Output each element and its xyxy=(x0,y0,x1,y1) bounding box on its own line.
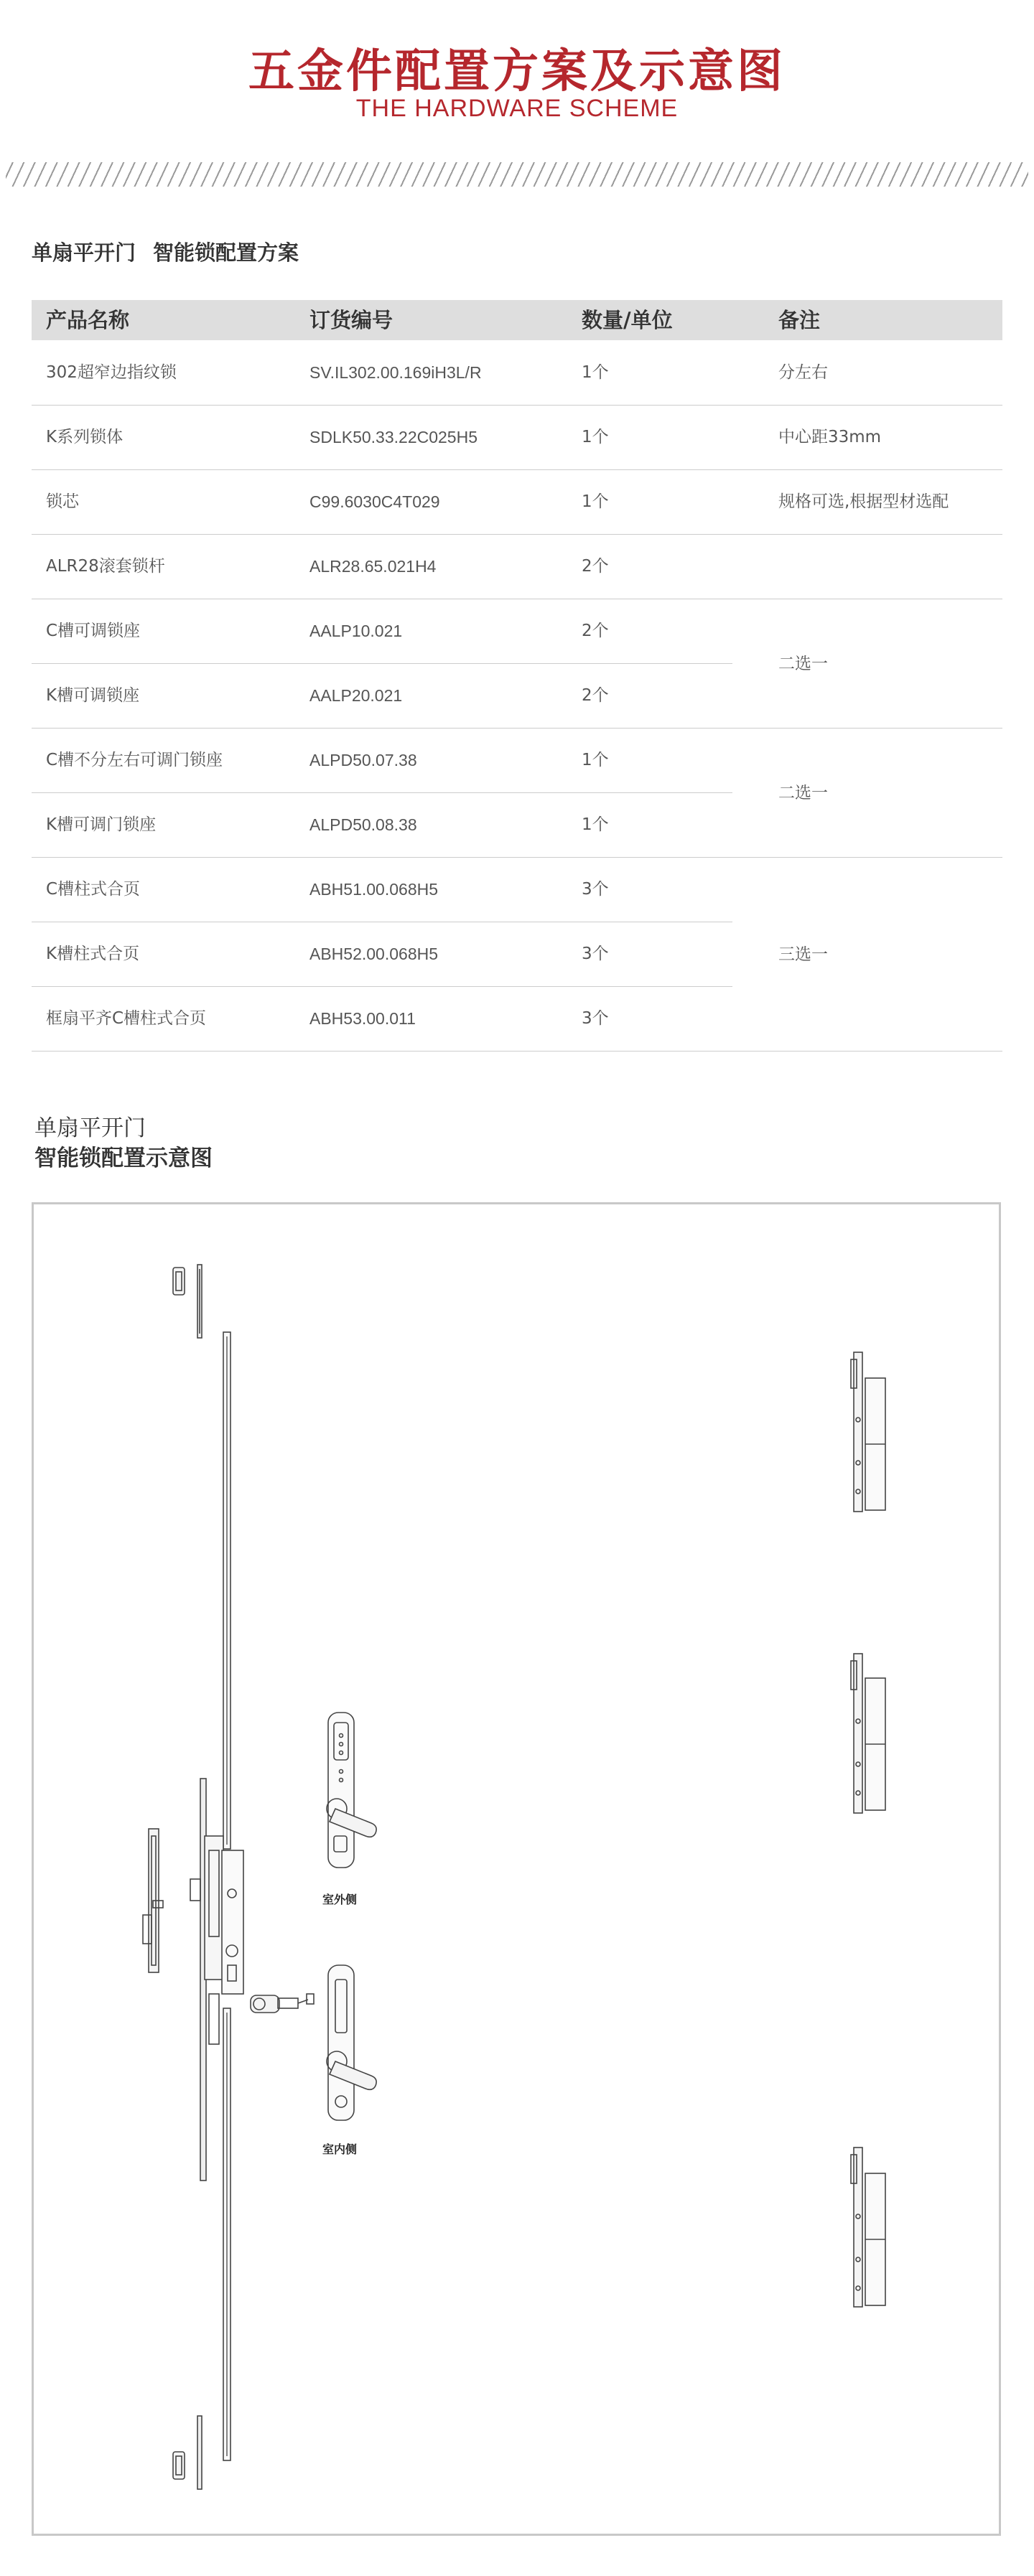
row-divider xyxy=(32,728,1002,729)
cell-qty: 3个 xyxy=(582,945,609,963)
cell-name: K槽可调门锁座 xyxy=(46,815,157,834)
cell-code: AALP10.021 xyxy=(309,622,403,640)
table-row xyxy=(32,405,1002,469)
lower-lock-rod-icon xyxy=(223,2008,230,2460)
cell-name: 框扇平齐C槽柱式合页 xyxy=(46,1009,207,1028)
header-quantity: 数量/单位 xyxy=(582,308,673,332)
cell-code: ABH52.00.068H5 xyxy=(309,945,439,963)
hinge-top-icon xyxy=(851,1352,885,1512)
table-row xyxy=(32,986,1002,1051)
row-divider xyxy=(32,534,1002,535)
hinge-bottom-icon xyxy=(851,2148,885,2307)
label-outside: 室外侧 xyxy=(322,1893,358,1906)
remark-group-c: 三选一 xyxy=(778,945,828,964)
cell-code: SDLK50.33.22C025H5 xyxy=(309,428,478,446)
row-divider xyxy=(32,986,732,987)
cell-name: C槽不分左右可调门锁座 xyxy=(46,751,223,769)
label-inside: 室内侧 xyxy=(322,2142,358,2156)
cell-name: K系列锁体 xyxy=(46,428,124,446)
section-title-door: 单扇平开门 xyxy=(32,240,136,265)
top-lock-seat-icon xyxy=(173,1265,202,1338)
cell-qty: 1个 xyxy=(582,751,609,769)
row-divider xyxy=(32,792,732,793)
hinge-middle-icon xyxy=(851,1654,885,1813)
row-divider xyxy=(32,405,1002,406)
cell-name: K槽可调锁座 xyxy=(46,686,140,705)
diagram-title: 智能锁配置示意图 xyxy=(34,1146,213,1171)
hardware-diagram xyxy=(34,1204,999,2534)
cell-qty: 1个 xyxy=(582,363,609,382)
cell-code: ABH51.00.068H5 xyxy=(309,880,439,899)
cell-code: C99.6030C4T029 xyxy=(309,492,440,511)
cell-code: ALR28.65.021H4 xyxy=(309,557,437,576)
diagram-frame xyxy=(32,1202,1001,2536)
upper-lock-rod-icon xyxy=(223,1332,230,1849)
row-divider xyxy=(32,663,732,664)
table-row xyxy=(32,469,1002,534)
page-subtitle: THE HARDWARE SCHEME xyxy=(355,95,679,122)
row-divider xyxy=(32,469,1002,470)
table-row xyxy=(32,599,1002,663)
cell-name: 302超窄边指纹锁 xyxy=(46,363,177,382)
table-row xyxy=(32,922,1002,986)
table-row xyxy=(32,857,1002,922)
table-row xyxy=(32,340,1002,405)
table-row xyxy=(32,792,1002,857)
header-product-name: 产品名称 xyxy=(46,308,130,332)
cell-qty: 2个 xyxy=(582,622,609,640)
table-row xyxy=(32,728,1002,792)
cell-code: ALPD50.07.38 xyxy=(309,751,417,769)
row-divider xyxy=(32,1051,1002,1052)
side-lock-seat-icon xyxy=(143,1829,163,1972)
table-row xyxy=(32,534,1002,599)
cell-qty: 1个 xyxy=(582,428,609,446)
cell-qty: 2个 xyxy=(582,686,609,705)
cell-code: ALPD50.08.38 xyxy=(309,815,417,834)
table-header xyxy=(32,300,1002,340)
outside-fingerprint-handle-icon xyxy=(327,1713,376,1868)
section-title-scheme xyxy=(32,237,299,266)
cell-qty: 3个 xyxy=(582,1009,609,1028)
bottom-lock-seat-icon xyxy=(173,2416,202,2489)
cell-name: ALR28滚套锁杆 xyxy=(46,557,165,576)
cell-code: ABH53.00.011 xyxy=(309,1009,416,1028)
cell-remark: 中心距33mm xyxy=(778,428,882,446)
header-order-code: 订货编号 xyxy=(309,308,393,332)
cell-name: 锁芯 xyxy=(46,492,79,511)
section-title-lock: 智能锁配置方案 xyxy=(153,240,299,265)
remark-group-a: 二选一 xyxy=(778,655,828,673)
page-title: 五金件配置方案及示意图 xyxy=(248,45,786,98)
cell-qty: 1个 xyxy=(582,815,609,834)
hardware-table xyxy=(32,300,1002,1028)
cell-name: C槽可调锁座 xyxy=(46,622,141,640)
cell-code: SV.IL302.00.169iH3L/R xyxy=(309,363,482,382)
cell-remark: 分左右 xyxy=(778,363,828,382)
cell-qty: 3个 xyxy=(582,880,609,899)
hatch-divider xyxy=(6,162,1028,187)
table-row xyxy=(32,663,1002,728)
row-divider xyxy=(32,857,1002,858)
header-remark: 备注 xyxy=(778,308,821,332)
lock-cylinder-icon xyxy=(251,1994,314,2013)
cell-qty: 2个 xyxy=(582,557,609,576)
cell-qty: 1个 xyxy=(582,492,609,511)
cell-name: C槽柱式合页 xyxy=(46,880,141,899)
inside-handle-icon xyxy=(327,1965,376,2120)
cell-name: K槽柱式合页 xyxy=(46,945,140,963)
cell-remark: 规格可选,根据型材选配 xyxy=(778,492,949,511)
cell-code: AALP20.021 xyxy=(309,686,403,705)
lock-body-icon xyxy=(190,1779,243,2181)
remark-group-b: 二选一 xyxy=(778,784,828,802)
diagram-subtitle: 单扇平开门 xyxy=(34,1115,146,1141)
